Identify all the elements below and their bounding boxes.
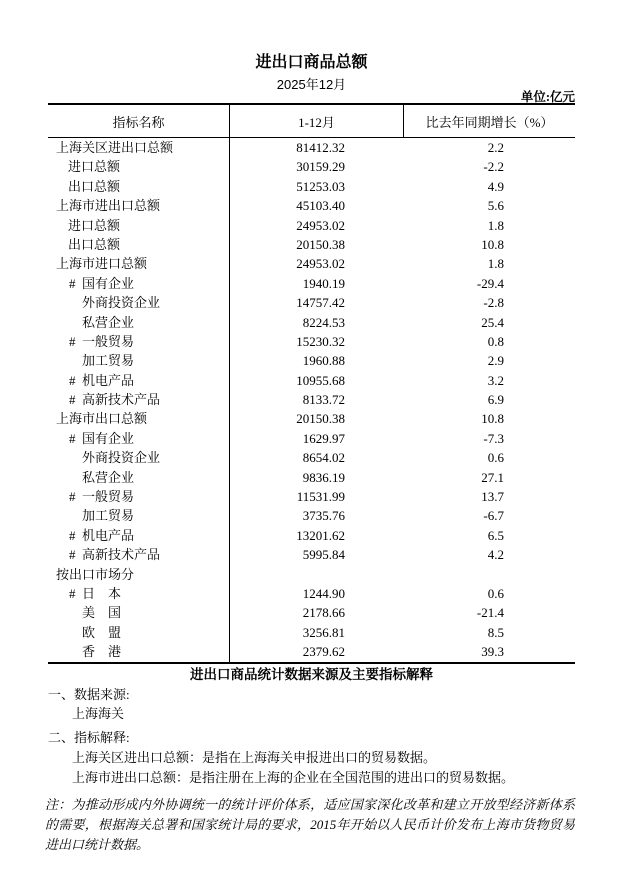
growth-cell: 25.4 bbox=[481, 314, 504, 330]
indicator-label: 高新技术产品 bbox=[82, 547, 161, 563]
value-cell: 15230.32 bbox=[296, 333, 345, 349]
growth-cell: -7.3 bbox=[483, 430, 504, 446]
indicator-label: 上海关区进出口总额 bbox=[56, 140, 174, 155]
indicator-label: 机电产品 bbox=[82, 527, 135, 543]
indicator-label: 按出口市场分 bbox=[56, 566, 135, 582]
table-row bbox=[48, 487, 575, 506]
hash-mark: # bbox=[69, 527, 76, 543]
table-row bbox=[48, 157, 575, 176]
table-row bbox=[48, 274, 575, 293]
value-cell: 10955.68 bbox=[296, 372, 345, 388]
table-row bbox=[48, 216, 575, 235]
indicator-label: 外商投资企业 bbox=[82, 295, 161, 311]
indicator-cell bbox=[48, 177, 230, 196]
value-cell: 30159.29 bbox=[296, 159, 345, 175]
growth-cell: 6.9 bbox=[487, 392, 504, 408]
value-cell: 1940.19 bbox=[302, 275, 345, 291]
growth-cell: -2.8 bbox=[483, 295, 504, 311]
indicator-label: 加工贸易 bbox=[82, 508, 135, 524]
value-cell: 20150.38 bbox=[296, 236, 345, 252]
indicator-explain-item: 上海市进出口总额：是指注册在上海的企业在全国范围的进出口的贸易数据。 bbox=[72, 770, 515, 785]
col-header-period: 1-12月 bbox=[230, 105, 404, 137]
table-row bbox=[48, 196, 575, 215]
indicator-cell bbox=[48, 332, 230, 351]
col-header-indicator: 指标名称 bbox=[48, 105, 230, 137]
indicator-label: 上海市出口总额 bbox=[56, 411, 148, 427]
indicator-label: 国有企业 bbox=[82, 275, 135, 291]
table-row bbox=[48, 468, 575, 487]
table-row bbox=[48, 313, 575, 332]
indicator-cell bbox=[48, 196, 230, 215]
table-row bbox=[48, 565, 575, 584]
table-row bbox=[48, 642, 575, 661]
indicator-label: 上海市进出口总额 bbox=[56, 198, 161, 214]
indicator-label: 日 本 bbox=[82, 585, 122, 601]
growth-cell: 4.9 bbox=[487, 178, 504, 194]
value-cell: 3256.81 bbox=[302, 624, 345, 640]
growth-cell: 0.6 bbox=[487, 450, 504, 466]
value-cell: 2379.62 bbox=[302, 644, 345, 660]
indicator-cell bbox=[48, 351, 230, 370]
indicator-cell bbox=[48, 623, 230, 642]
value-cell: 8224.53 bbox=[302, 314, 345, 330]
indicator-cell bbox=[48, 545, 230, 564]
indicator-label: 国有企业 bbox=[82, 430, 135, 446]
value-cell: 13201.62 bbox=[296, 527, 345, 543]
indicator-cell bbox=[48, 526, 230, 545]
value-cell: 81412.32 bbox=[296, 140, 345, 155]
indicator-cell bbox=[48, 448, 230, 467]
table-row bbox=[48, 138, 575, 157]
growth-cell: -2.2 bbox=[483, 159, 504, 175]
indicator-label: 一般贸易 bbox=[82, 333, 135, 349]
indicator-cell bbox=[48, 274, 230, 293]
indicator-cell bbox=[48, 506, 230, 525]
growth-cell: 6.5 bbox=[487, 527, 504, 543]
hash-mark: # bbox=[69, 585, 76, 601]
table-row bbox=[48, 448, 575, 467]
indicator-label: 美 国 bbox=[82, 605, 122, 621]
growth-cell: 1.8 bbox=[487, 217, 504, 233]
growth-cell: 4.2 bbox=[487, 547, 504, 563]
indicator-cell bbox=[48, 235, 230, 254]
indicator-label: 香 港 bbox=[82, 644, 122, 660]
footnote: 注：为推动形成内外协调统一的统计评价体系，适应国家深化改革和建立开放型经济新体系的需要，根据海关总署和国家统计局的要求，2015年开始以人民币计价发布上海市货物贸易进出口统计数据。 bbox=[45, 797, 575, 852]
value-cell: 2178.66 bbox=[302, 605, 345, 621]
indicator-explain-label: 二、指标解释: bbox=[48, 730, 130, 745]
growth-cell: 5.6 bbox=[487, 198, 504, 214]
value-cell: 51253.03 bbox=[296, 178, 345, 194]
value-cell: 20150.38 bbox=[296, 411, 345, 427]
table-row bbox=[48, 293, 575, 312]
table-row bbox=[48, 545, 575, 564]
growth-cell: 13.7 bbox=[481, 489, 504, 505]
indicator-cell bbox=[48, 254, 230, 273]
indicator-cell bbox=[48, 429, 230, 448]
indicator-label: 高新技术产品 bbox=[82, 392, 161, 408]
hash-mark: # bbox=[69, 547, 76, 563]
value-cell: 3735.76 bbox=[302, 508, 345, 524]
indicator-label: 进口总额 bbox=[68, 159, 121, 175]
value-cell: 24953.02 bbox=[296, 256, 345, 272]
growth-cell: -29.4 bbox=[476, 275, 504, 291]
indicator-label: 欧 盟 bbox=[82, 624, 122, 640]
indicator-label: 出口总额 bbox=[68, 178, 121, 194]
growth-cell: 27.1 bbox=[481, 469, 504, 485]
indicator-cell bbox=[48, 565, 230, 584]
growth-cell bbox=[404, 565, 575, 584]
value-cell: 45103.40 bbox=[296, 198, 345, 214]
growth-cell: 10.8 bbox=[481, 236, 504, 252]
table-header-row bbox=[48, 105, 575, 138]
data-source-label: 一、数据来源: bbox=[48, 687, 130, 702]
table-row bbox=[48, 429, 575, 448]
table-row bbox=[48, 351, 575, 370]
indicator-cell bbox=[48, 390, 230, 409]
value-cell bbox=[230, 565, 404, 584]
growth-cell: 1.8 bbox=[487, 256, 504, 272]
value-cell: 1960.88 bbox=[302, 353, 345, 369]
indicator-cell bbox=[48, 138, 230, 157]
value-cell: 5995.84 bbox=[302, 547, 345, 563]
indicator-label: 私营企业 bbox=[82, 314, 135, 330]
indicator-cell bbox=[48, 157, 230, 176]
table-row bbox=[48, 526, 575, 545]
table-body bbox=[48, 138, 575, 662]
table-row bbox=[48, 371, 575, 390]
page-title: 进出口商品总额 bbox=[255, 54, 368, 71]
indicator-label: 出口总额 bbox=[68, 236, 121, 252]
hash-mark: # bbox=[69, 430, 76, 446]
growth-cell: 0.8 bbox=[487, 333, 504, 349]
hash-mark: # bbox=[69, 489, 76, 505]
value-cell: 24953.02 bbox=[296, 217, 345, 233]
growth-cell: 8.5 bbox=[487, 624, 504, 640]
indicator-cell bbox=[48, 409, 230, 428]
table-row bbox=[48, 506, 575, 525]
indicator-cell bbox=[48, 584, 230, 603]
table-row bbox=[48, 603, 575, 622]
indicator-cell bbox=[48, 293, 230, 312]
indicator-cell bbox=[48, 487, 230, 506]
growth-cell: -21.4 bbox=[476, 605, 504, 621]
growth-cell: 0.6 bbox=[487, 585, 504, 601]
hash-mark: # bbox=[69, 392, 76, 408]
value-cell: 8133.72 bbox=[302, 392, 345, 408]
table-row bbox=[48, 409, 575, 428]
report-period: 2025年12月 bbox=[276, 77, 347, 92]
growth-cell: -6.7 bbox=[483, 508, 504, 524]
table-row bbox=[48, 235, 575, 254]
unit-label: 单位:亿元 bbox=[520, 90, 575, 104]
table-row bbox=[48, 254, 575, 273]
growth-cell: 2.9 bbox=[487, 353, 504, 369]
value-cell: 11531.99 bbox=[296, 489, 345, 505]
indicator-label: 加工贸易 bbox=[82, 353, 135, 369]
table-row bbox=[48, 623, 575, 642]
table-row bbox=[48, 584, 575, 603]
value-cell: 9836.19 bbox=[302, 469, 345, 485]
growth-cell: 3.2 bbox=[487, 372, 504, 388]
value-cell: 1244.90 bbox=[302, 585, 345, 601]
growth-cell: 39.3 bbox=[481, 644, 504, 660]
indicator-cell bbox=[48, 642, 230, 661]
data-source-content: 上海海关 bbox=[72, 706, 125, 721]
indicator-label: 一般贸易 bbox=[82, 489, 135, 505]
indicator-cell bbox=[48, 468, 230, 487]
indicator-explain-item: 上海关区进出口总额：是指在上海海关申报进出口的贸易数据。 bbox=[72, 750, 437, 765]
indicator-label: 上海市进口总额 bbox=[56, 256, 148, 272]
indicator-label: 外商投资企业 bbox=[82, 450, 161, 466]
value-cell: 8654.02 bbox=[302, 450, 345, 466]
col-header-growth: 比去年同期增长（%） bbox=[425, 114, 554, 130]
growth-cell: 10.8 bbox=[481, 411, 504, 427]
stat-table bbox=[48, 103, 575, 664]
table-row bbox=[48, 390, 575, 409]
indicator-cell bbox=[48, 313, 230, 332]
growth-cell: 2.2 bbox=[487, 140, 504, 155]
indicator-cell bbox=[48, 371, 230, 390]
value-cell: 1629.97 bbox=[302, 430, 345, 446]
indicator-cell bbox=[48, 216, 230, 235]
hash-mark: # bbox=[69, 333, 76, 349]
indicator-label: 机电产品 bbox=[82, 372, 135, 388]
hash-mark: # bbox=[69, 275, 76, 291]
notes-heading: 进出口商品统计数据来源及主要指标解释 bbox=[190, 667, 433, 682]
indicator-label: 私营企业 bbox=[82, 469, 135, 485]
indicator-label: 进口总额 bbox=[68, 217, 121, 233]
table-row bbox=[48, 177, 575, 196]
table-row bbox=[48, 332, 575, 351]
indicator-cell bbox=[48, 603, 230, 622]
value-cell: 14757.42 bbox=[296, 295, 345, 311]
hash-mark: # bbox=[69, 372, 76, 388]
